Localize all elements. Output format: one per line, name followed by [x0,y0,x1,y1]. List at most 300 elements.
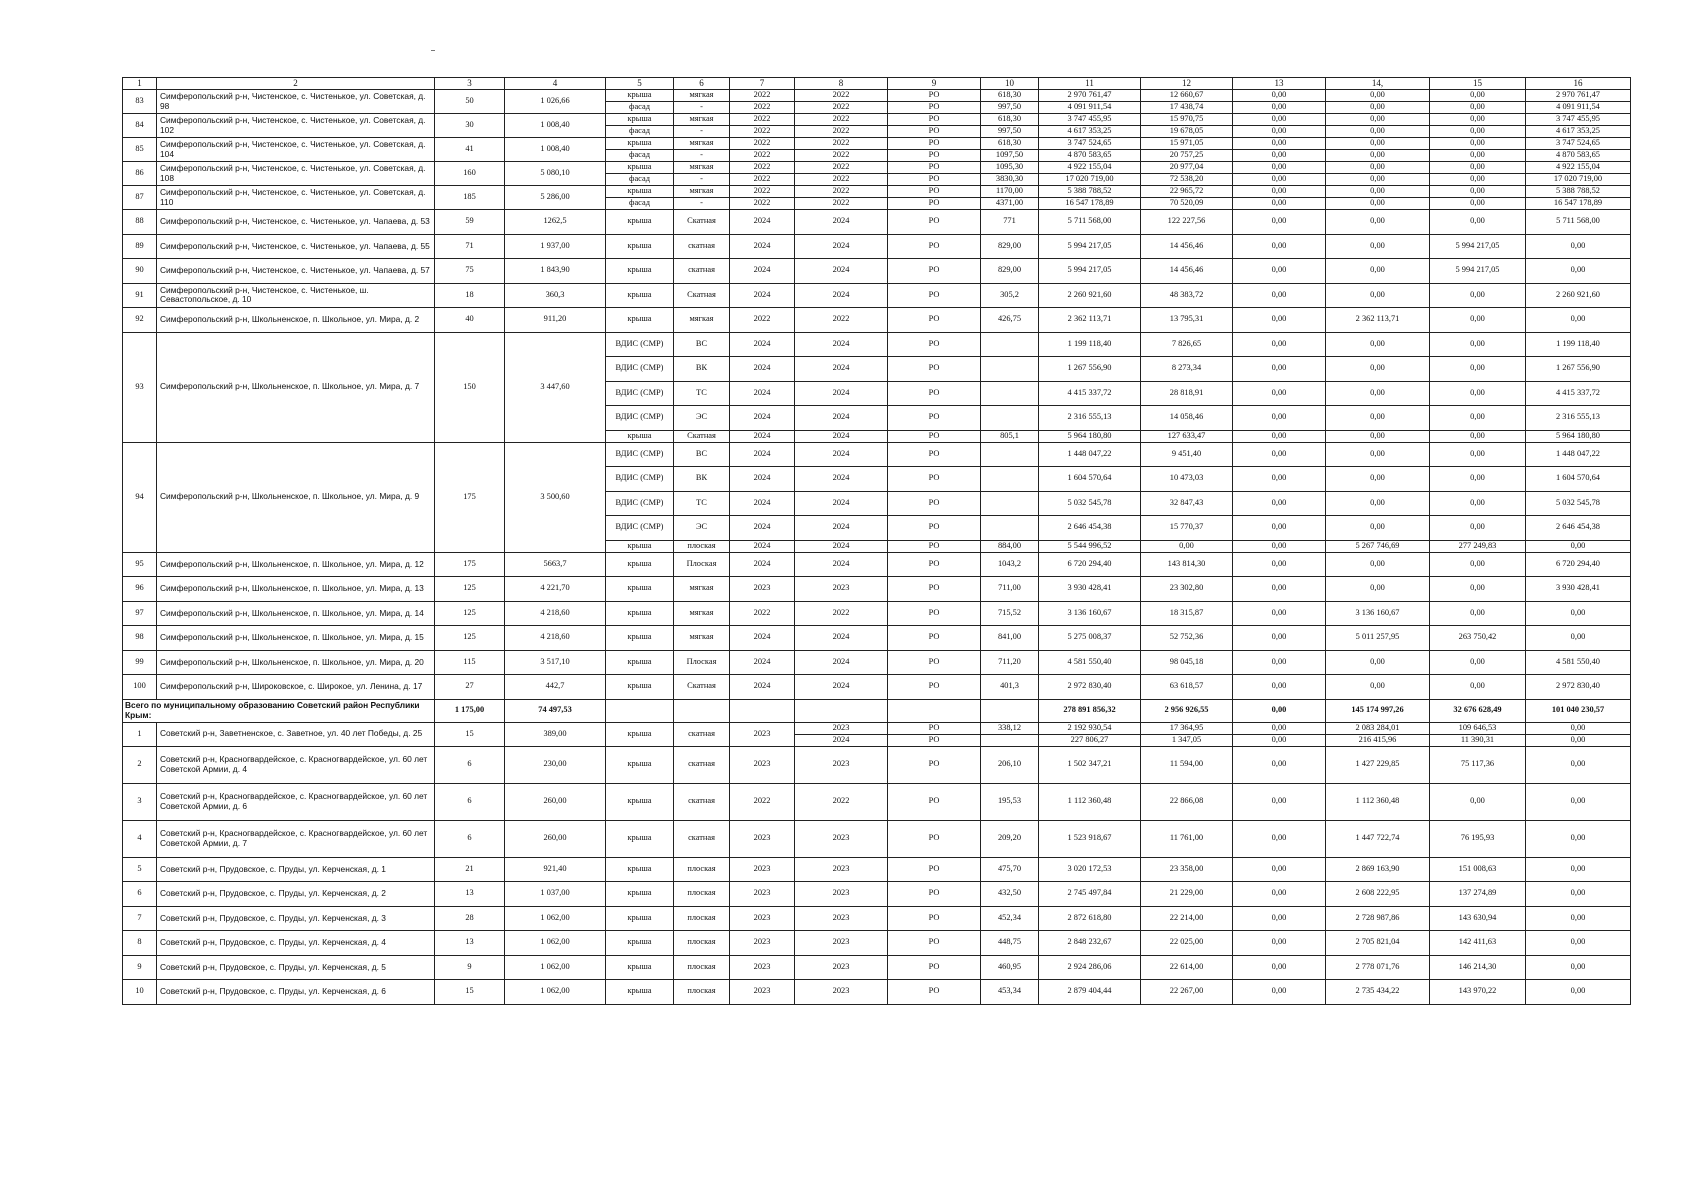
value-cell-c16: 0,00 [1526,234,1631,259]
value-cell-c12: 15 770,37 [1141,516,1233,541]
value-cell-c7: 2024 [730,357,795,382]
value-cell-c16: 0,00 [1526,746,1631,783]
table-row [123,675,1631,700]
header-row [123,78,1631,90]
value-cell-c9: РО [888,734,981,746]
value-cell-c7: 2023 [730,955,795,980]
value-cell-c9: РО [888,722,981,734]
apartments-cell: 27 [435,675,505,700]
work-type-cell: крыша [606,114,674,126]
work-type-cell: крыша [606,210,674,235]
value-cell-c15: 143 970,22 [1430,980,1526,1005]
value-cell-c8: 2024 [795,234,888,259]
table-row [123,90,1631,102]
row-number: 98 [123,626,157,651]
value-cell-c8: 2022 [795,90,888,102]
value-cell-c9: РО [888,430,981,442]
value-cell-c8: 2024 [795,467,888,492]
value-cell-c10 [981,491,1039,516]
apartments-cell: 160 [435,162,505,186]
column-header: 1 [123,78,157,90]
value-cell-c13: 0,00 [1233,906,1326,931]
value-cell-c10: 195,53 [981,783,1039,820]
value-cell-c13: 0,00 [1233,114,1326,126]
table-row [123,259,1631,284]
value-cell-c15: 0,00 [1430,491,1526,516]
table-row [123,234,1631,259]
value-cell-c14: 2 728 987,86 [1326,906,1430,931]
value-cell-c10: 452,34 [981,906,1039,931]
area-cell: 360,3 [505,283,606,308]
total-c16: 101 040 230,57 [1526,699,1631,722]
value-cell-c13: 0,00 [1233,90,1326,102]
area-cell: 1 937,00 [505,234,606,259]
value-cell-c11: 17 020 719,00 [1039,174,1141,186]
area-cell: 1 037,00 [505,882,606,907]
value-cell-c11: 4 617 353,25 [1039,126,1141,138]
table-row [123,857,1631,882]
value-cell-c11: 227 806,27 [1039,734,1141,746]
total-empty-c8 [795,699,888,722]
work-type-cell: крыша [606,138,674,150]
value-cell-c14: 2 083 284,01 [1326,722,1430,734]
value-cell-c9: РО [888,332,981,357]
table-row [123,114,1631,126]
value-cell-c11: 2 316 555,13 [1039,406,1141,431]
value-cell-c14: 2 869 163,90 [1326,857,1430,882]
value-cell-c13: 0,00 [1233,186,1326,198]
value-cell-c14: 0,00 [1326,198,1430,210]
address-cell: Симферопольский р-н, Чистенское, с. Чистенькое, ул. Советская, д. 110 [157,186,435,210]
apartments-cell: 21 [435,857,505,882]
value-cell-c10 [981,442,1039,467]
value-cell-c6: мягкая [674,114,730,126]
value-cell-c12: 1 347,05 [1141,734,1233,746]
value-cell-c7: 2023 [730,980,795,1005]
value-cell-c8: 2023 [795,931,888,956]
value-cell-c6: Плоская [674,552,730,577]
total-c12: 2 956 926,55 [1141,699,1233,722]
total-c14: 145 174 997,26 [1326,699,1430,722]
value-cell-c10: 618,30 [981,138,1039,150]
apartments-cell: 6 [435,746,505,783]
value-cell-c11: 4 870 583,65 [1039,150,1141,162]
value-cell-c14: 0,00 [1326,650,1430,675]
work-type-cell: крыша [606,675,674,700]
value-cell-c14: 0,00 [1326,283,1430,308]
value-cell-c9: РО [888,746,981,783]
value-cell-c7: 2024 [730,381,795,406]
value-cell-c15: 76 195,93 [1430,820,1526,857]
value-cell-c7: 2024 [730,540,795,552]
value-cell-c16: 0,00 [1526,626,1631,651]
row-number: 89 [123,234,157,259]
value-cell-c14: 0,00 [1326,332,1430,357]
value-cell-c7: 2024 [730,650,795,675]
value-cell-c8: 2024 [795,675,888,700]
value-cell-c16: 1 199 118,40 [1526,332,1631,357]
value-cell-c16: 1 267 556,90 [1526,357,1631,382]
area-cell: 911,20 [505,308,606,333]
value-cell-c15: 0,00 [1430,577,1526,602]
value-cell-c13: 0,00 [1233,308,1326,333]
value-cell-c14: 0,00 [1326,138,1430,150]
value-cell-c7: 2022 [730,114,795,126]
value-cell-c6: мягкая [674,601,730,626]
value-cell-c15: 0,00 [1430,126,1526,138]
total-apartments: 1 175,00 [435,699,505,722]
value-cell-c15: 0,00 [1430,357,1526,382]
area-cell: 1 062,00 [505,931,606,956]
value-cell-c14: 0,00 [1326,430,1430,442]
value-cell-c8: 2022 [795,150,888,162]
row-number: 90 [123,259,157,284]
table-row [123,626,1631,651]
value-cell-c14: 0,00 [1326,126,1430,138]
value-cell-c15: 0,00 [1430,381,1526,406]
value-cell-c9: РО [888,626,981,651]
value-cell-c16: 4 922 155,04 [1526,162,1631,174]
value-cell-c11: 4 091 911,54 [1039,102,1141,114]
value-cell-c7: 2024 [730,491,795,516]
value-cell-c14: 0,00 [1326,442,1430,467]
work-type-cell: крыша [606,540,674,552]
value-cell-c11: 1 267 556,90 [1039,357,1141,382]
value-cell-c12: 17 438,74 [1141,102,1233,114]
work-type-cell: фасад [606,174,674,186]
value-cell-c11: 4 922 155,04 [1039,162,1141,174]
value-cell-c16: 2 972 830,40 [1526,675,1631,700]
value-cell-c12: 23 358,00 [1141,857,1233,882]
value-cell-c11: 2 362 113,71 [1039,308,1141,333]
value-cell-c9: РО [888,783,981,820]
value-cell-c10 [981,381,1039,406]
value-cell-c15: 0,00 [1430,650,1526,675]
value-cell-c16: 0,00 [1526,734,1631,746]
value-cell-c12: 18 315,87 [1141,601,1233,626]
value-cell-c6: ЭС [674,406,730,431]
value-cell-c16: 2 646 454,38 [1526,516,1631,541]
value-cell-c12: 11 761,00 [1141,820,1233,857]
table-row [123,820,1631,857]
total-empty-c6 [674,699,730,722]
value-cell-c12: 70 520,09 [1141,198,1233,210]
table-row [123,601,1631,626]
row-number: 86 [123,162,157,186]
value-cell-c6: ВК [674,357,730,382]
apartments-cell: 75 [435,259,505,284]
value-cell-c12: 20 757,25 [1141,150,1233,162]
value-cell-c7: 2022 [730,162,795,174]
value-cell-c8: 2023 [795,955,888,980]
value-cell-c10: 432,50 [981,882,1039,907]
value-cell-c6: мягкая [674,162,730,174]
value-cell-c8: 2024 [795,430,888,442]
value-cell-c6: ЭС [674,516,730,541]
value-cell-c9: РО [888,162,981,174]
value-cell-c8: 2022 [795,186,888,198]
value-cell-c16: 4 581 550,40 [1526,650,1631,675]
value-cell-c6: ВК [674,467,730,492]
column-header: 14, [1326,78,1430,90]
value-cell-c13: 0,00 [1233,491,1326,516]
value-cell-c16: 5 711 568,00 [1526,210,1631,235]
value-cell-c7: 2024 [730,259,795,284]
table-row [123,308,1631,333]
area-cell: 1262,5 [505,210,606,235]
value-cell-c14: 5 267 746,69 [1326,540,1430,552]
value-cell-c13: 0,00 [1233,198,1326,210]
value-cell-c9: РО [888,126,981,138]
value-cell-c7: 2023 [730,906,795,931]
value-cell-c8: 2022 [795,138,888,150]
row-number: 85 [123,138,157,162]
value-cell-c7: 2024 [730,675,795,700]
row-number: 1 [123,722,157,746]
value-cell-c15: 0,00 [1430,675,1526,700]
column-header: 4 [505,78,606,90]
value-cell-c15: 5 994 217,05 [1430,259,1526,284]
address-cell: Симферопольский р-н, Школьненское, п. Школьное, ул. Мира, д. 13 [157,577,435,602]
row-number: 93 [123,332,157,442]
row-number: 8 [123,931,157,956]
address-cell: Симферопольский р-н, Чистенское, с. Чистенькое, ул. Советская, д. 98 [157,90,435,114]
value-cell-c10: 997,50 [981,102,1039,114]
value-cell-c7: 2022 [730,102,795,114]
repair-program-table [122,77,1631,1005]
address-cell: Советский р-н, Красногвардейское, с. Красногвардейское, ул. 60 лет Советской Армии, д. 6 [157,783,435,820]
value-cell-c11: 1 112 360,48 [1039,783,1141,820]
value-cell-c10: 206,10 [981,746,1039,783]
value-cell-c9: РО [888,90,981,102]
value-cell-c16: 0,00 [1526,601,1631,626]
value-cell-c9: РО [888,308,981,333]
work-type-cell: крыша [606,90,674,102]
area-cell: 230,00 [505,746,606,783]
value-cell-c8: 2024 [795,332,888,357]
work-type-cell: ВДИС (СМР) [606,442,674,467]
apartments-cell: 115 [435,650,505,675]
value-cell-c12: 22 025,00 [1141,931,1233,956]
value-cell-c8: 2024 [795,357,888,382]
value-cell-c14: 0,00 [1326,552,1430,577]
value-cell-c12: 15 970,75 [1141,114,1233,126]
value-cell-c12: 9 451,40 [1141,442,1233,467]
value-cell-c11: 5 964 180,80 [1039,430,1141,442]
value-cell-c13: 0,00 [1233,577,1326,602]
value-cell-c14: 0,00 [1326,467,1430,492]
work-type-cell: крыша [606,234,674,259]
area-cell: 3 447,60 [505,332,606,442]
value-cell-c11: 4 581 550,40 [1039,650,1141,675]
value-cell-c9: РО [888,210,981,235]
value-cell-c11: 1 604 570,64 [1039,467,1141,492]
value-cell-c7: 2024 [730,406,795,431]
value-cell-c8: 2024 [795,491,888,516]
address-cell: Симферопольский р-н, Школьненское, п. Школьное, ул. Мира, д. 14 [157,601,435,626]
value-cell-c7: 2024 [730,430,795,442]
row-number: 88 [123,210,157,235]
value-cell-c12: 28 818,91 [1141,381,1233,406]
value-cell-c14: 2 778 071,76 [1326,955,1430,980]
value-cell-c14: 0,00 [1326,259,1430,284]
total-empty-c7 [730,699,795,722]
value-cell-c13: 0,00 [1233,381,1326,406]
total-label: Всего по муниципальному образованию Советский район Республики Крым: [123,699,435,722]
value-cell-c14: 0,00 [1326,150,1430,162]
value-cell-c10: 1170,00 [981,186,1039,198]
row-number: 94 [123,442,157,552]
value-cell-c16: 3 747 524,65 [1526,138,1631,150]
total-empty-c10 [981,699,1039,722]
row-number: 99 [123,650,157,675]
value-cell-c16: 17 020 719,00 [1526,174,1631,186]
value-cell-c11: 5 711 568,00 [1039,210,1141,235]
value-cell-c8: 2022 [795,126,888,138]
value-cell-c6: плоская [674,882,730,907]
value-cell-c7: 2024 [730,552,795,577]
value-cell-c15: 277 249,83 [1430,540,1526,552]
value-cell-c15: 11 390,31 [1430,734,1526,746]
value-cell-c8: 2022 [795,308,888,333]
value-cell-c6: - [674,174,730,186]
table-row [123,162,1631,174]
row-number: 92 [123,308,157,333]
work-type-cell: крыша [606,259,674,284]
row-number: 87 [123,186,157,210]
value-cell-c11: 5 544 996,52 [1039,540,1141,552]
value-cell-c7: 2023 [730,577,795,602]
table-body [123,78,1631,1005]
value-cell-c12: 19 678,05 [1141,126,1233,138]
value-cell-c7: 2024 [730,283,795,308]
value-cell-c10: 448,75 [981,931,1039,956]
value-cell-c14: 0,00 [1326,174,1430,186]
value-cell-c12: 14 456,46 [1141,234,1233,259]
value-cell-c11: 2 879 404,44 [1039,980,1141,1005]
value-cell-c10: 1097,50 [981,150,1039,162]
work-type-cell: ВДИС (СМР) [606,406,674,431]
value-cell-c7: 2022 [730,90,795,102]
value-cell-c11: 3 747 455,95 [1039,114,1141,126]
value-cell-c6: плоская [674,931,730,956]
value-cell-c12: 72 538,20 [1141,174,1233,186]
value-cell-c8: 2024 [795,626,888,651]
value-cell-c16: 5 964 180,80 [1526,430,1631,442]
value-cell-c12: 127 633,47 [1141,430,1233,442]
address-cell: Симферопольский р-н, Чистенское, с. Чистенькое, ул. Советская, д. 102 [157,114,435,138]
apartments-cell: 59 [435,210,505,235]
column-header: 7 [730,78,795,90]
value-cell-c9: РО [888,552,981,577]
value-cell-c7: 2023 [730,820,795,857]
value-cell-c9: РО [888,980,981,1005]
value-cell-c11: 3 136 160,67 [1039,601,1141,626]
value-cell-c16: 0,00 [1526,783,1631,820]
value-cell-c10: 884,00 [981,540,1039,552]
value-cell-c16: 4 870 583,65 [1526,150,1631,162]
value-cell-c15: 0,00 [1430,406,1526,431]
value-cell-c12: 48 383,72 [1141,283,1233,308]
value-cell-c16: 3 747 455,95 [1526,114,1631,126]
work-type-cell: крыша [606,308,674,333]
value-cell-c14: 0,00 [1326,186,1430,198]
value-cell-c11: 2 646 454,38 [1039,516,1141,541]
value-cell-c14: 2 608 222,95 [1326,882,1430,907]
address-cell: Советский р-н, Прудовское, с. Пруды, ул. Керченская, д. 2 [157,882,435,907]
value-cell-c6: - [674,126,730,138]
work-type-cell: крыша [606,626,674,651]
area-cell: 1 062,00 [505,955,606,980]
value-cell-c9: РО [888,114,981,126]
work-type-cell: крыша [606,783,674,820]
value-cell-c7: 2022 [730,126,795,138]
value-cell-c8: 2023 [795,882,888,907]
value-cell-c7: 2022 [730,174,795,186]
value-cell-c9: РО [888,540,981,552]
work-type-cell: крыша [606,882,674,907]
row-number: 7 [123,906,157,931]
apartments-cell: 30 [435,114,505,138]
table-row [123,650,1631,675]
value-cell-c15: 0,00 [1430,210,1526,235]
row-number: 6 [123,882,157,907]
value-cell-c10: 401,3 [981,675,1039,700]
value-cell-c12: 14 456,46 [1141,259,1233,284]
value-cell-c16: 0,00 [1526,308,1631,333]
apartments-cell: 50 [435,90,505,114]
value-cell-c13: 0,00 [1233,234,1326,259]
value-cell-c15: 0,00 [1430,138,1526,150]
value-cell-c16: 2 970 761,47 [1526,90,1631,102]
value-cell-c9: РО [888,150,981,162]
value-cell-c12: 98 045,18 [1141,650,1233,675]
total-c15: 32 676 628,49 [1430,699,1526,722]
value-cell-c12: 22 866,08 [1141,783,1233,820]
value-cell-c6: ВС [674,442,730,467]
value-cell-c16: 0,00 [1526,906,1631,931]
address-cell: Советский р-н, Прудовское, с. Пруды, ул. Керченская, д. 4 [157,931,435,956]
value-cell-c8: 2023 [795,820,888,857]
value-cell-c14: 0,00 [1326,114,1430,126]
value-cell-c9: РО [888,601,981,626]
value-cell-c9: РО [888,906,981,931]
value-cell-c16: 0,00 [1526,857,1631,882]
value-cell-c11: 2 192 930,54 [1039,722,1141,734]
value-cell-c7: 2024 [730,332,795,357]
value-cell-c13: 0,00 [1233,516,1326,541]
value-cell-c10: 453,34 [981,980,1039,1005]
value-cell-c14: 1 427 229,85 [1326,746,1430,783]
value-cell-c15: 0,00 [1430,150,1526,162]
value-cell-c7: 2023 [730,857,795,882]
value-cell-c8: 2024 [795,540,888,552]
value-cell-c10: 805,1 [981,430,1039,442]
value-cell-c14: 2 705 821,04 [1326,931,1430,956]
value-cell-c15: 137 274,89 [1430,882,1526,907]
value-cell-c12: 32 847,43 [1141,491,1233,516]
value-cell-c6: плоская [674,857,730,882]
value-cell-c13: 0,00 [1233,467,1326,492]
value-cell-c13: 0,00 [1233,734,1326,746]
value-cell-c9: РО [888,234,981,259]
value-cell-c12: 0,00 [1141,540,1233,552]
column-header: 2 [157,78,435,90]
address-cell: Симферопольский р-н, Школьненское, п. Школьное, ул. Мира, д. 12 [157,552,435,577]
value-cell-c16: 0,00 [1526,259,1631,284]
value-cell-c15: 0,00 [1430,162,1526,174]
area-cell: 3 517,10 [505,650,606,675]
